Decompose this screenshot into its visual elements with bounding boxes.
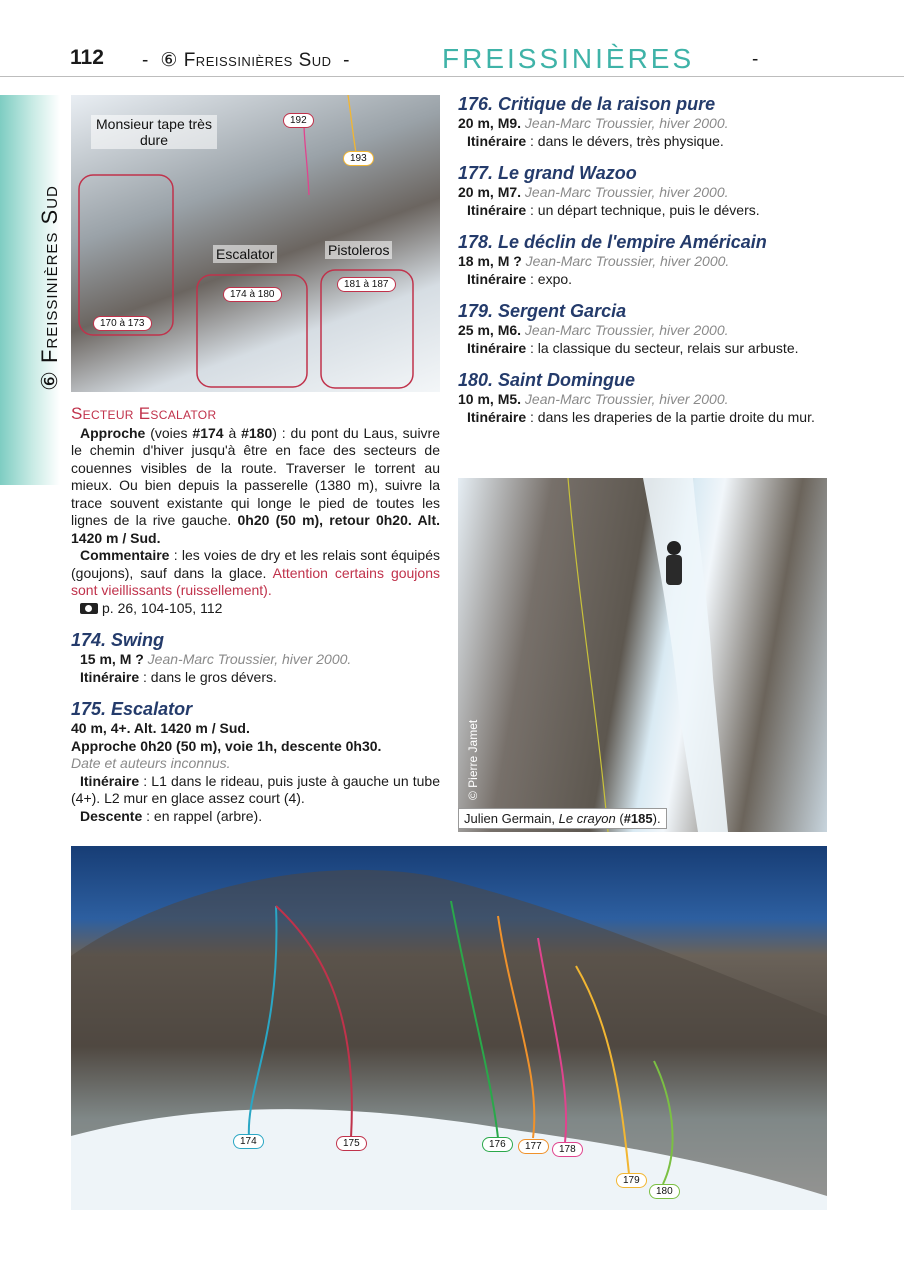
route-180-itin: Itinéraire : dans les draperies de la partie droite du mur. [467,408,815,425]
sector-title: Secteur Escalator [71,404,217,423]
route-176-itin: Itinéraire : dans le dévers, très physique. [467,132,724,149]
header-area: FREISSINIÈRES [442,43,695,74]
climber-photo-art [458,478,827,832]
pill-174-180: 174 à 180 [223,287,282,302]
pill-193: 193 [343,151,374,166]
sector-overview-photo [71,95,440,392]
route-174-stats: 15 m, M ? Jean-Marc Troussier, hiver 2000. [80,651,352,667]
label-escalator: Escalator [213,245,277,263]
pill-170-173: 170 à 173 [93,316,152,331]
route-175-title: 175. Escalator [71,699,193,719]
label-monsieur: Monsieur tape très dure [91,115,217,149]
ice-pillar [643,478,728,832]
photo-credit: © Pierre Jamet [466,719,480,800]
route-175-itin: Itinéraire : L1 dans le rideau, puis juste à gauche un tube (4+). L2 mur en glace assez court (4). [71,772,440,806]
header-sector: - ⑥ Freissinières Sud - [142,50,350,71]
route-179-itin: Itinéraire : la classique du secteur, relais sur arbuste. [467,339,799,356]
pill-route-179: 179 [616,1173,647,1188]
route-179-title: 179. Sergent Garcia [458,301,627,321]
route-178-itin: Itinéraire : expo. [467,270,573,287]
route-174-title: 174. Swing [71,630,165,650]
zone-170-173 [79,175,173,335]
pill-route-177: 177 [518,1139,549,1154]
topo-overlay [71,846,827,1210]
side-tab [0,95,60,485]
route-178-stats: 18 m, M ? Jean-Marc Troussier, hiver 2000. [458,253,730,269]
header-rule [0,76,904,77]
route-177-title: 177. Le grand Wazoo [458,163,637,183]
page-number: 112 [70,46,104,69]
topo-photo [71,846,827,1210]
header-dash: - [752,49,759,70]
pill-route-180: 180 [649,1184,680,1199]
right-column [458,93,827,426]
rope [568,478,608,832]
route-175-authors: Date et auteurs inconnus. [71,755,231,771]
route-175-stats-2: Approche 0h20 (50 m), voie 1h, descente 0h30. [71,737,382,754]
pill-route-174: 174 [233,1134,264,1149]
pill-route-176: 176 [482,1137,513,1152]
approach-paragraph: Approche (voies #174 à #180) : du pont du Laus, suivre le chemin d'hiver jusqu'à être en face des secteurs de couennes visibles de la route. Traverser le torrent au mieux. Ou bien depuis la passerelle (1380 m), suivre la trace souvent existante qui longe le pied de toutes les lignes de la rive gauche. 0h20 (50 m), retour 0h20. Alt. 1420 m / Sud. [71,424,440,546]
photo-refs: p. 26, 104-105, 112 [71,600,440,618]
route-177-stats: 20 m, M7. Jean-Marc Troussier, hiver 2000. [458,184,729,200]
climber-photo [458,478,827,832]
route-176-stats: 20 m, M9. Jean-Marc Troussier, hiver 2000. [458,115,729,131]
pill-route-178: 178 [552,1142,583,1157]
camera-icon [80,603,98,614]
route-193-line [348,95,356,153]
pill-route-175: 175 [336,1136,367,1151]
route-178-title: 178. Le déclin de l'empire Américain [458,232,767,252]
route-176-title: 176. Critique de la raison pure [458,94,716,114]
route-180-stats: 10 m, M5. Jean-Marc Troussier, hiver 2000. [458,391,729,407]
page-header [0,40,904,78]
route-180-title: 180. Saint Domingue [458,370,636,390]
comment-paragraph: Commentaire : les voies de dry et les relais sont équipés (goujons), sauf dans la glace. Attention certains goujons sont vieillissants (ruissellement). [71,547,440,598]
climber-head [667,541,681,555]
side-tab-label: ⑥ Freissinières Sud [37,185,62,391]
route-174-itin: Itinéraire : dans le gros dévers. [80,668,277,685]
route-179-stats: 25 m, M6. Jean-Marc Troussier, hiver 2000. [458,322,729,338]
pill-181-187: 181 à 187 [337,277,396,292]
photo-caption: Julien Germain, Le crayon (#185). [458,808,667,829]
route-175-stats-1: 40 m, 4+. Alt. 1420 m / Sud. [71,720,250,736]
label-pistoleros: Pistoleros [325,241,392,259]
route-177-itin: Itinéraire : un départ technique, puis le dévers. [467,201,760,218]
pill-192: 192 [283,113,314,128]
climber-body [666,555,682,585]
left-column [71,405,440,825]
route-175-descent: Descente : en rappel (arbre). [80,807,263,824]
